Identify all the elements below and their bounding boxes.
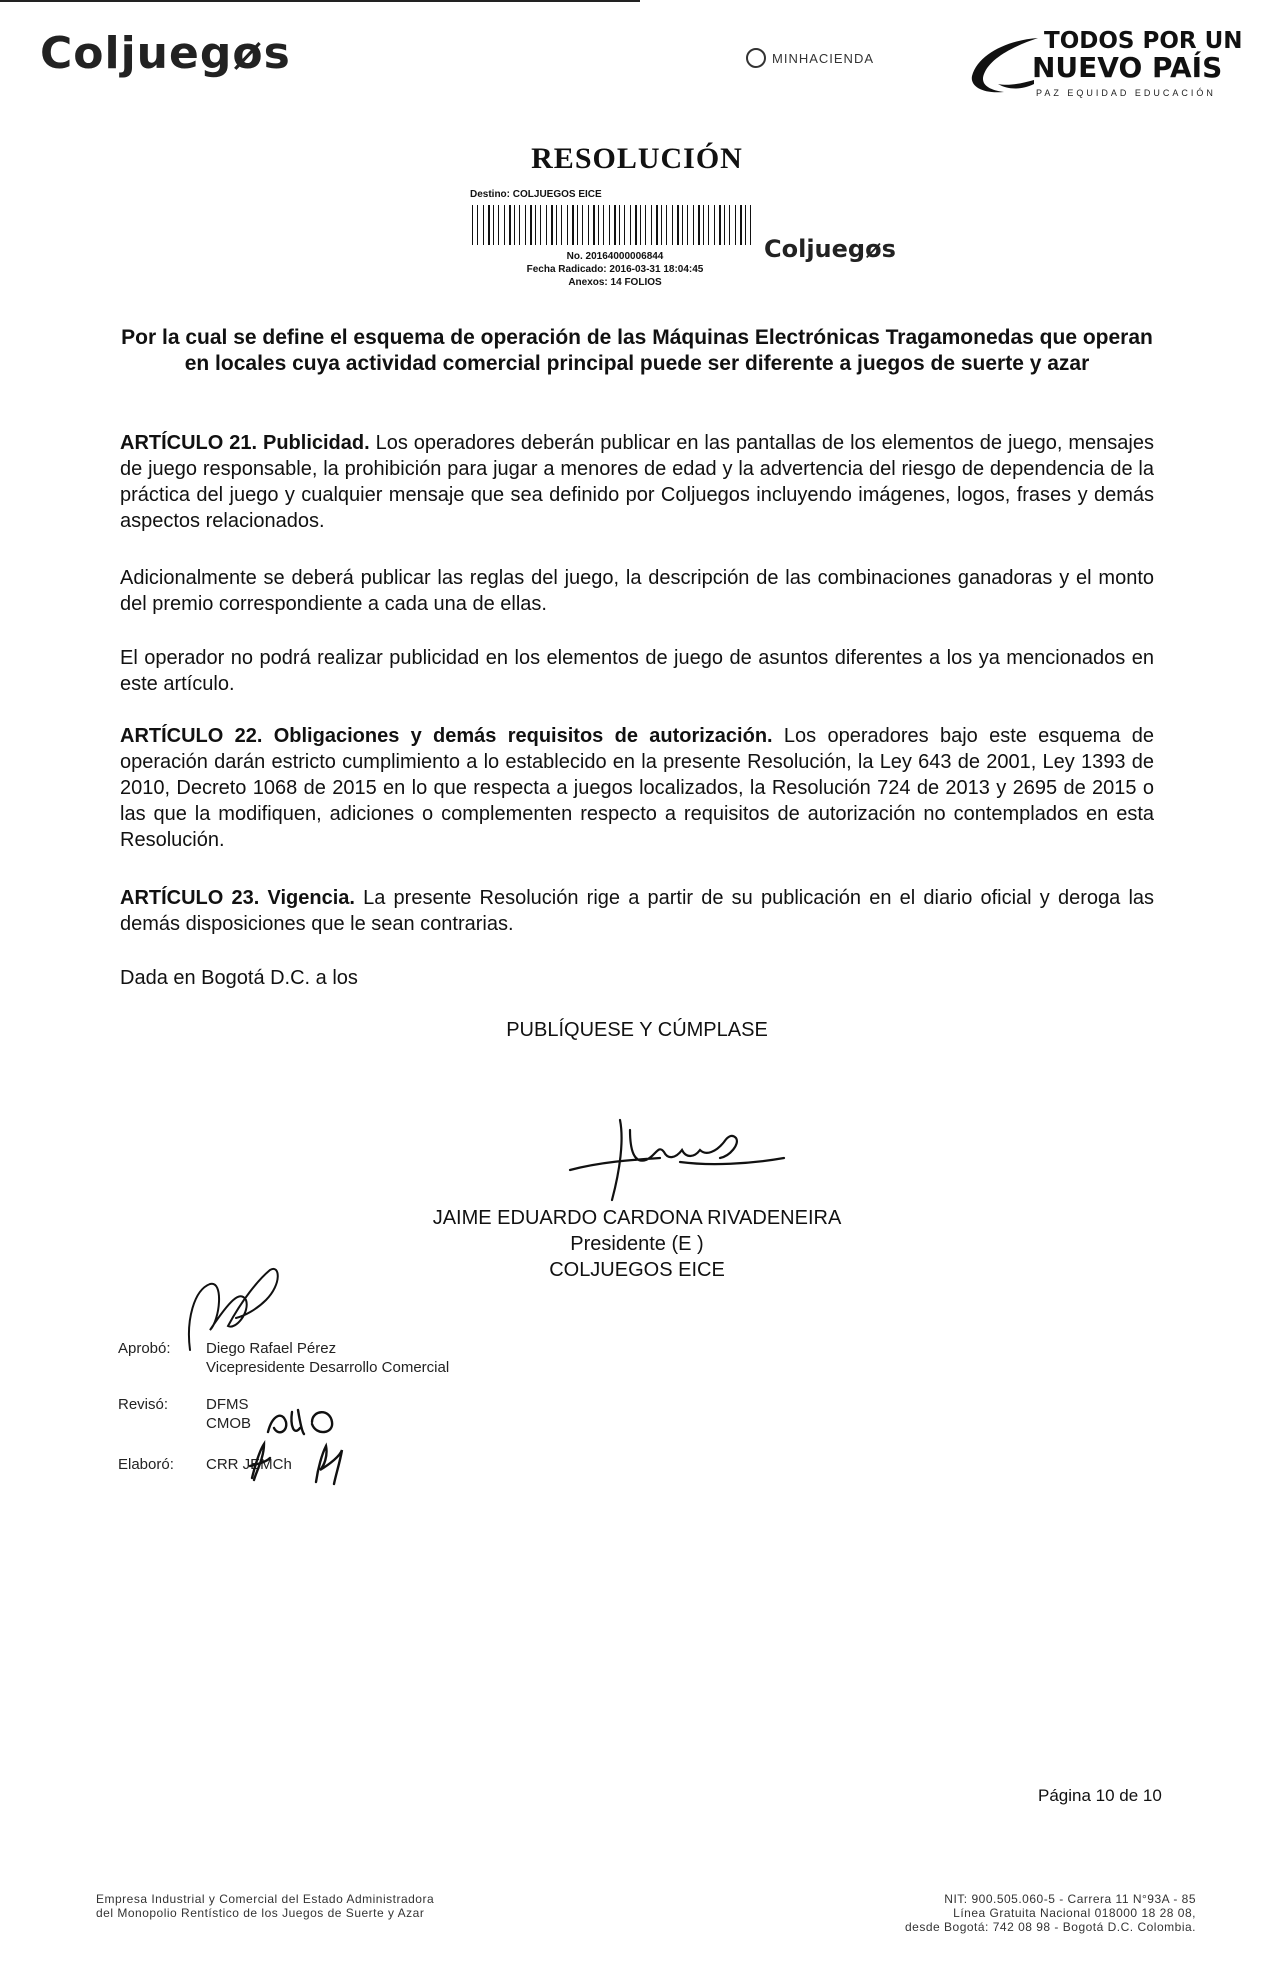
slogan-line1: TODOS POR UN bbox=[1044, 28, 1243, 54]
footer-left bbox=[96, 1892, 434, 1920]
article-23-text: La presente Resolución rige a partir de su publicación en el diario oficial y deroga las demás disposiciones que le sean contrarias. bbox=[120, 887, 1155, 935]
document-title: RESOLUCIÓN bbox=[531, 142, 743, 175]
elaboro-initials: CRR JEMCh bbox=[206, 1456, 292, 1473]
article-21-heading: ARTÍCULO 21. Publicidad. bbox=[120, 432, 370, 454]
signatory-role: Presidente (E ) bbox=[570, 1233, 704, 1255]
slogan-line2: NUEVO PAÍS bbox=[1032, 51, 1223, 84]
resolution-subtitle: Por la cual se define el esquema de operación de las Máquinas Electrónicas Tragamonedas que operan en locales cuya actividad comercial principal puede ser diferente a juegos de suerte y azar bbox=[121, 326, 1153, 375]
reviso-initials-2: CMOB bbox=[206, 1415, 251, 1432]
barcode bbox=[470, 205, 755, 245]
ministry-seal-icon bbox=[746, 48, 766, 68]
article-23-heading: ARTÍCULO 23. Vigencia. bbox=[120, 887, 355, 909]
article-22-paragraph bbox=[120, 723, 1154, 853]
aprobo-label: Aprobó: bbox=[118, 1340, 171, 1357]
footer-left-line1: Empresa Industrial y Comercial del Estado Administradora bbox=[96, 1892, 435, 1906]
publiquese-y-cumplase: PUBLÍQUESE Y CÚMPLASE bbox=[506, 1019, 768, 1041]
article-21-paragraph-3: El operador no podrá realizar publicidad en los elementos de juego de asuntos diferentes a los ya mencionados en este artículo. bbox=[120, 647, 1154, 695]
signatory-organization: COLJUEGOS EICE bbox=[549, 1259, 725, 1281]
dada-en-bogota: Dada en Bogotá D.C. a los bbox=[120, 967, 358, 989]
president-signature bbox=[560, 1100, 790, 1210]
article-21-text: Los operadores deberán publicar en las pantallas de los elementos de juego, mensajes de juego responsable, la prohibición para jugar a menores de edad y la advertencia del riesgo de dependencia de la práctica del juego y cualquier mensaje que sea definido por Coljuegos incluyendo imágenes, logos, frases y demás aspectos relacionados. bbox=[120, 432, 1154, 532]
article-23-paragraph bbox=[120, 885, 1154, 937]
elaboro-signature bbox=[236, 1438, 346, 1486]
reviso-initials-1: DFMS bbox=[206, 1396, 249, 1413]
minhacienda-logo bbox=[746, 48, 874, 68]
radicado-stamp bbox=[470, 188, 760, 289]
article-21-paragraph bbox=[120, 430, 1154, 534]
reviso-signature bbox=[264, 1402, 344, 1442]
article-22-heading: ARTÍCULO 22. Obligaciones y demás requisitos de autorización. bbox=[120, 725, 773, 747]
footer-right-line2: Línea Gratuita Nacional 018000 18 28 08, bbox=[953, 1906, 1196, 1920]
todos-por-un-nuevo-pais-logo bbox=[968, 22, 1258, 102]
swoosh-icon bbox=[968, 32, 1040, 102]
coljuegos-logo: Coljuegøs bbox=[40, 28, 291, 79]
footer-right-line1: NIT: 900.505.060-5 - Carrera 11 N°93A - 85 bbox=[944, 1892, 1196, 1906]
ministry-name: MINHACIENDA bbox=[772, 50, 875, 66]
article-21-paragraph-2: Adicionalmente se deberá publicar las reglas del juego, la descripción de las combinaciones ganadoras y el monto del premio correspondiente a cada una de ellas. bbox=[120, 567, 1154, 615]
article-22-text: Los operadores bajo este esquema de operación darán estricto cumplimiento a lo establecido en la presente Resolución, la Ley 643 de 2001, Ley 1393 de 2010, Decreto 1068 de 2015 en lo que respecta a juegos localizados, la Resolución 724 de 2013 y 2695 de 2015 o las que la modifiquen, adiciones o complementen respecto a requisitos de autorización no contemplados en esta Resolución. bbox=[120, 725, 1154, 851]
stamp-coljuegos-logo: Coljuegøs bbox=[764, 235, 896, 263]
stamp-numero: No. 20164000006844 bbox=[566, 251, 664, 262]
footer-right-line3: desde Bogotá: 742 08 98 - Bogotá D.C. Colombia. bbox=[904, 1920, 1196, 1934]
slogan-line3: PAZ EQUIDAD EDUCACIÓN bbox=[1036, 88, 1216, 98]
footer-right bbox=[800, 1892, 1196, 1934]
page-number: Página 10 de 10 bbox=[1038, 1786, 1162, 1805]
reviso-label: Revisó: bbox=[118, 1396, 169, 1413]
stamp-fecha: Fecha Radicado: 2016-03-31 18:04:45 bbox=[526, 264, 704, 275]
stamp-destino: Destino: COLJUEGOS EICE bbox=[470, 189, 602, 200]
elaboro-label: Elaboró: bbox=[118, 1456, 174, 1473]
aprobo-name: Diego Rafael Pérez bbox=[206, 1340, 337, 1357]
stamp-anexos: Anexos: 14 FOLIOS bbox=[568, 277, 662, 288]
signatory-name: JAIME EDUARDO CARDONA RIVADENEIRA bbox=[432, 1207, 842, 1229]
footer-left-line2: del Monopolio Rentístico de los Juegos de Suerte y Azar bbox=[96, 1906, 425, 1920]
top-border-line bbox=[0, 0, 640, 2]
aprobo-title: Vicepresidente Desarrollo Comercial bbox=[206, 1359, 450, 1376]
